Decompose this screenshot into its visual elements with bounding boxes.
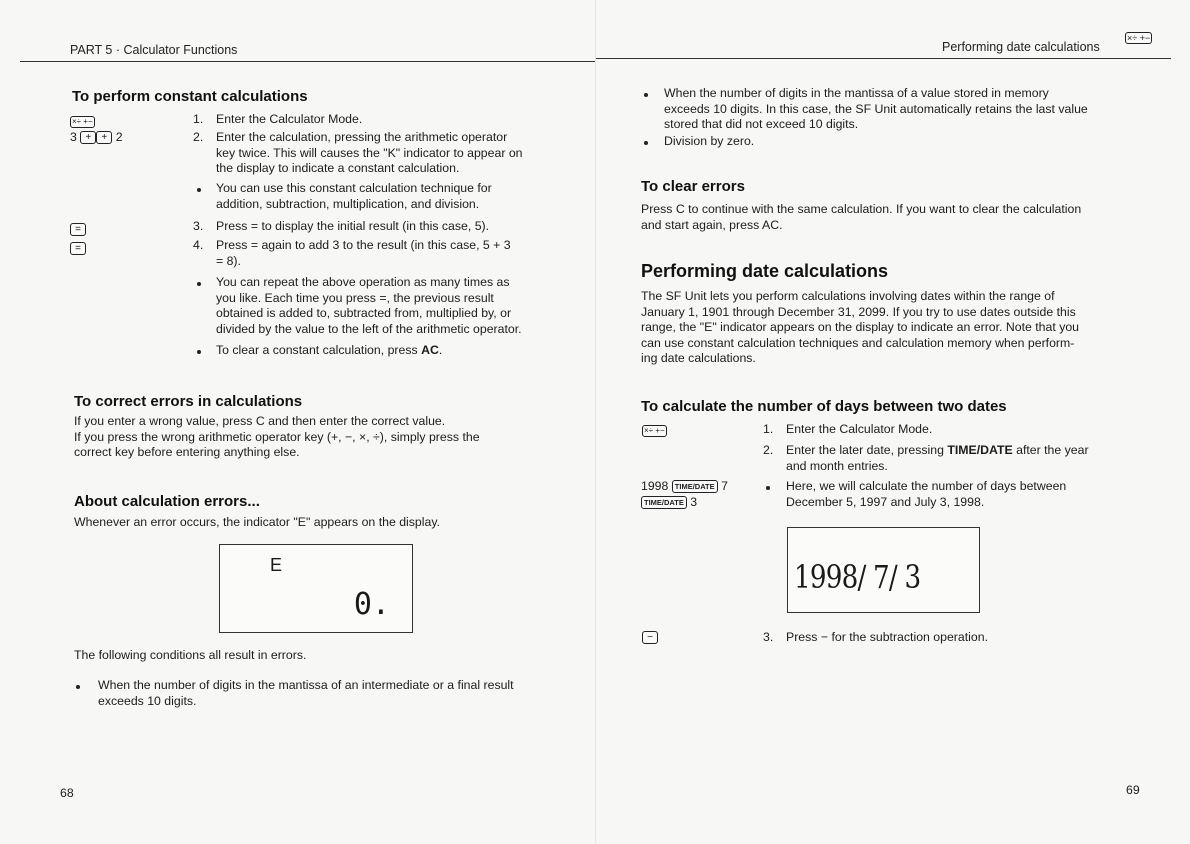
step-number: 4. <box>193 238 204 252</box>
error-indicator: E <box>270 555 283 575</box>
plus-key: + <box>96 131 112 144</box>
bullet-text: Here, we will calculate the number of days between December 5, 1997 and July 3, 1998. <box>786 479 1067 509</box>
clear-errors-text: Press C to continue with the same calculation. If you want to clear the calculation and start again, press AC. <box>641 202 1082 232</box>
about-errors-text: Whenever an error occurs, the indicator "E" appears on the display. <box>74 515 440 529</box>
step-number: 2. <box>193 130 204 144</box>
step-text: Enter the Calculator Mode. <box>786 422 933 436</box>
date-calc-heading: Performing date calculations <box>641 261 889 281</box>
step-text: Enter the calculation, pressing the arithmetic operator key twice. This will causes the "K" indicator to appear on the display to indicate a constant calculation. <box>216 130 523 175</box>
step-number: 1. <box>763 422 774 436</box>
bullet-text: Division by zero. <box>664 134 755 148</box>
constant-calc-heading: To perform constant calculations <box>72 88 308 105</box>
right-page-number: 69 <box>1126 783 1140 797</box>
days-between-heading: To calculate the number of days between two dates <box>641 398 1007 415</box>
bullet-text: To clear a constant calculation, press AC. <box>216 343 443 357</box>
equals-key-icon: = <box>70 240 86 258</box>
bullet <box>76 685 80 689</box>
date-lcd-display <box>787 527 980 613</box>
step-number: 3. <box>193 219 204 233</box>
minus-key-icon: − <box>642 629 658 647</box>
time-date-key: TIME/DATE <box>672 480 718 493</box>
right-running-header: Performing date calculations <box>942 40 1100 54</box>
step-text: Press = to display the initial result (in this case, 5). <box>216 219 490 233</box>
step-text: Press − for the subtraction operation. <box>786 630 988 644</box>
time-date-key: TIME/DATE <box>641 496 687 509</box>
conditions-intro: The following conditions all result in errors. <box>74 648 307 662</box>
calculator-mode-icon: ×÷ +− <box>1127 32 1151 43</box>
correct-errors-text: If you enter a wrong value, press C and then enter the correct value. If you press the wrong arithmetic operator key (+, −, ×, ÷), simply press the correct key before entering anything else. <box>74 414 480 459</box>
bullet <box>644 93 648 97</box>
lcd-value: 0. <box>353 587 390 622</box>
bullet <box>197 188 201 192</box>
step-text: Press = again to add 3 to the result (in this case, 5 + 3 = 8). <box>216 238 511 268</box>
right-header-rule <box>596 58 1171 59</box>
step-number: 3. <box>763 630 774 644</box>
date-calc-intro: The SF Unit lets you perform calculations involving dates within the range of January 1, 1901 through December 31, 2099. If you try to use dates outside this range, the "E" indicator appears on the display to indicate an error. Note that you can use constant calculation techniques and calculation memory when perform- ing date calculations. <box>641 289 1080 365</box>
step-text: Enter the later date, pressing TIME/DATE after the year and month entries. <box>786 443 1089 473</box>
left-page-number: 68 <box>60 786 74 800</box>
bullet <box>197 282 201 286</box>
page-gutter <box>595 0 596 844</box>
equals-key-icon: = <box>70 221 86 239</box>
left-header-rule <box>20 61 595 62</box>
step-number: 2. <box>763 443 774 457</box>
plus-key: + <box>80 131 96 144</box>
date-key-sequence: 1998 TIME/DATE 7 TIME/DATE 3 <box>641 479 728 509</box>
bullet-text: You can repeat the above operation as many times as you like. Each time you press =, the previous result obtained is added to, subtracted from, multiplied by, or divided by the value to the left of the arithmetic operator. <box>216 275 522 336</box>
mode-key-icon: ×÷ +− <box>72 116 93 126</box>
bullet-text: When the number of digits in the mantissa of a value stored in memory exceeds 10 digits. In this case, the SF Unit automatically retains the last value stored that did not exceed 10 digits. <box>664 86 1088 131</box>
bullet-text: You can use this constant calculation technique for addition, subtraction, multiplication, and division. <box>216 181 492 211</box>
mode-key-icon: ×÷ +− <box>644 425 665 435</box>
clear-errors-heading: To clear errors <box>641 178 745 195</box>
bullet-text: When the number of digits in the mantissa of an intermediate or a final result exceeds 10 digits. <box>98 678 514 708</box>
step-number: 1. <box>193 112 204 126</box>
constant-key-sequence: 3 + + 2 <box>70 130 123 144</box>
error-lcd-display <box>219 544 413 633</box>
bullet <box>197 350 201 354</box>
lcd-value: 1998/ 7/ 3 <box>794 558 921 596</box>
left-running-header: PART 5 · Calculator Functions <box>70 43 238 57</box>
bullet <box>766 486 770 490</box>
about-errors-heading: About calculation errors... <box>74 493 260 510</box>
correct-errors-heading: To correct errors in calculations <box>74 393 303 410</box>
bullet <box>644 141 648 145</box>
step-text: Enter the Calculator Mode. <box>216 112 363 126</box>
